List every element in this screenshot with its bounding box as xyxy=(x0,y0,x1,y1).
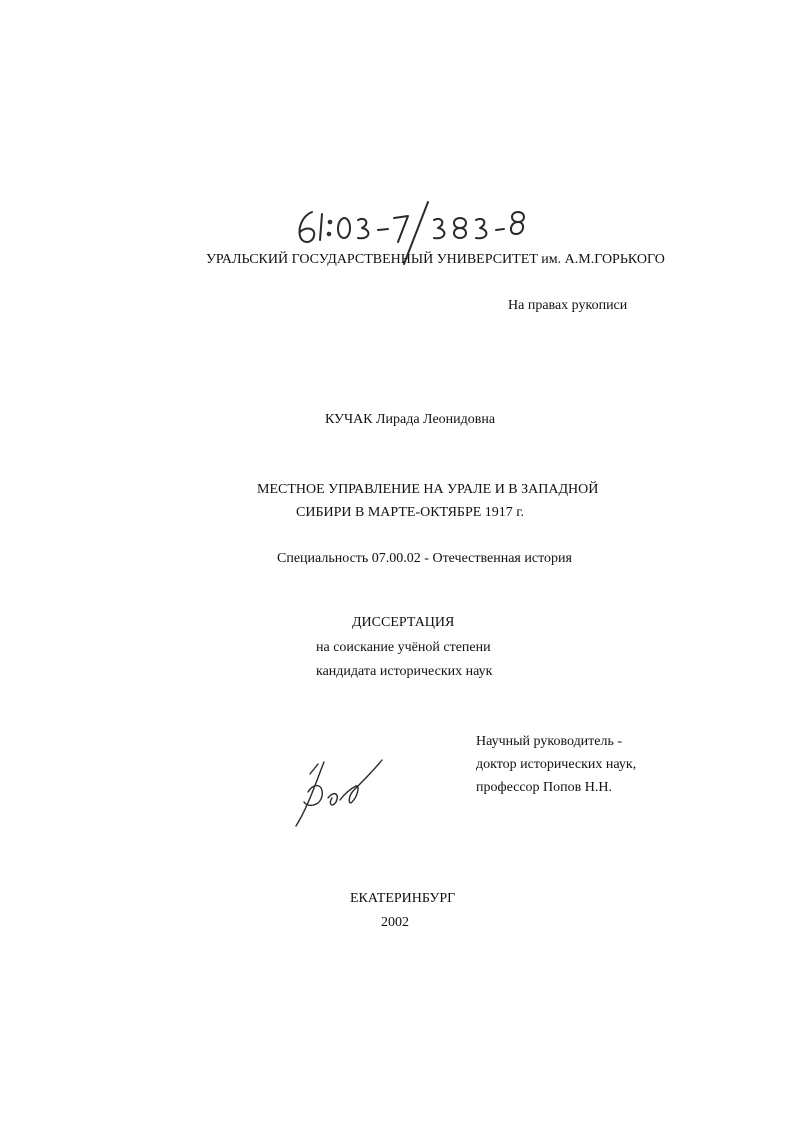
supervisor-line-2: доктор исторических наук, xyxy=(476,757,637,772)
specialty: Специальность 07.00.02 - Отечественная история xyxy=(277,551,572,566)
degree-line-1: на соискание учёной степени xyxy=(316,640,491,655)
year: 2002 xyxy=(381,915,409,930)
thesis-title-line-1: МЕСТНОЕ УПРАВЛЕНИЕ НА УРАЛЕ И В ЗАПАДНОЙ xyxy=(257,482,599,497)
degree-line-2: кандидата исторических наук xyxy=(316,664,493,679)
institution-name: УРАЛЬСКИЙ ГОСУДАРСТВЕННЫЙ УНИВЕРСИТЕТ им. А.М.ГОРЬКОГО xyxy=(206,252,665,267)
work-type: ДИССЕРТАЦИЯ xyxy=(352,615,455,630)
city: ЕКАТЕРИНБУРГ xyxy=(350,891,456,906)
supervisor-line-3: профессор Попов Н.Н. xyxy=(476,780,612,795)
supervisor-line-1: Научный руководитель - xyxy=(476,734,623,749)
author-name: КУЧАК Лирада Леонидовна xyxy=(325,412,496,427)
handwritten-signature xyxy=(288,752,388,832)
thesis-title-line-2: СИБИРИ В МАРТЕ-ОКТЯБРЕ 1917 г. xyxy=(296,505,524,520)
manuscript-note: На правах рукописи xyxy=(508,298,628,313)
